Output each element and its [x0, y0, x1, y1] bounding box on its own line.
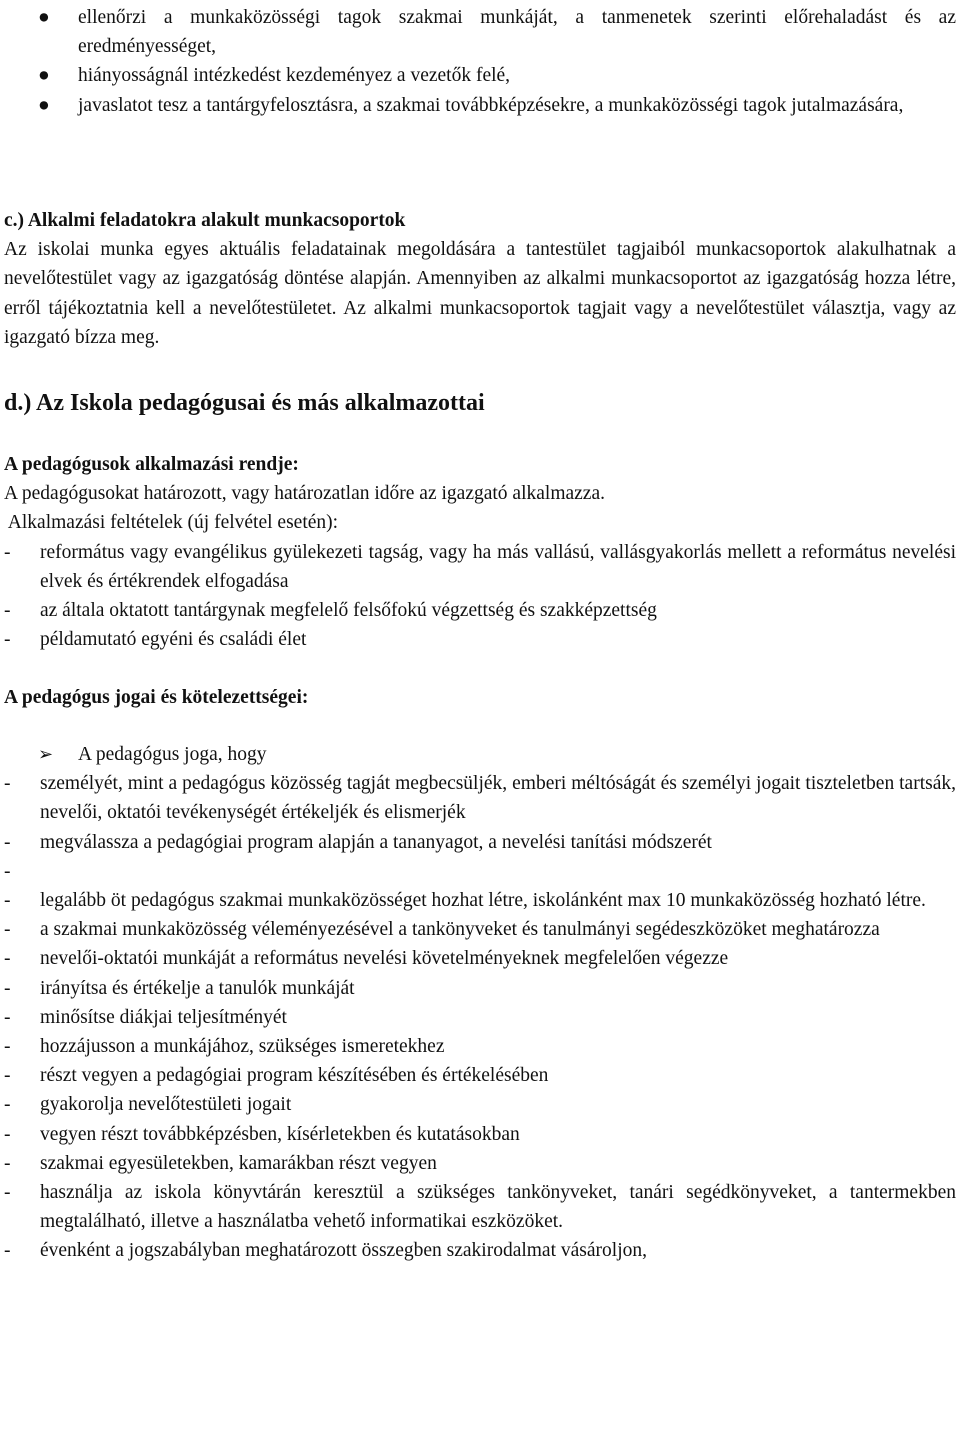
dash-icon: - [4, 919, 11, 941]
dash-icon: - [4, 948, 11, 970]
bullet-icon: ● [38, 7, 50, 28]
right-text: használja az iskola könyvtárán keresztül a szükséges tankönyveket, tanári segédkönyveket, a tantermekben megtalálható, illetve a használatba vehető informatikai eszközöket. [40, 1182, 956, 1233]
right-item [4, 944, 956, 973]
right-text: gyakorolja nevelőtestületi jogait [40, 1094, 292, 1116]
dash-icon: - [4, 1094, 11, 1116]
right-text: minősítse diákjai teljesítményét [40, 1006, 287, 1028]
bullet-item [0, 3, 960, 61]
dash-icon: - [4, 541, 11, 563]
conditions-line: Alkalmazási feltételek (új felvétel esetén): [4, 512, 339, 534]
rights-intro-item [4, 740, 956, 769]
right-item [4, 974, 956, 1003]
right-text: legalább öt pedagógus szakmai munkaközösséget hozhat létre, iskolánként max 10 munkaközösség hozható létre. [40, 890, 926, 912]
right-item [4, 1032, 956, 1061]
dash-icon: - [4, 600, 11, 622]
right-item [4, 915, 956, 944]
section-c [4, 206, 956, 352]
dash-icon: - [4, 1182, 11, 1204]
dash-icon: - [4, 1240, 11, 1262]
dash-icon: - [4, 773, 11, 795]
condition-item [4, 538, 956, 596]
dash-icon: - [4, 831, 11, 853]
right-item [4, 1090, 956, 1119]
right-item [4, 1061, 956, 1090]
right-text: évenként a jogszabályban meghatározott összegben szakirodalmat vásároljon, [40, 1240, 647, 1262]
dash-icon: - [4, 890, 11, 912]
bullet-text: ellenőrzi a munkaközösségi tagok szakmai munkáját, a tanmenetek szerinti előrehaladást és az eredményességet, [78, 7, 956, 58]
condition-item [4, 596, 956, 625]
section-c-heading: c.) Alkalmi feladatokra alakult munkacsoportok [4, 210, 406, 231]
section-d-rights [4, 740, 956, 1266]
employment-line: A pedagógusokat határozott, vagy határozatlan időre az igazgató alkalmazza. [4, 483, 605, 505]
right-item [4, 1120, 956, 1149]
dash-icon: - [4, 860, 11, 882]
bullet-text: hiányosságnál intézkedést kezdeményez a vezetők felé, [78, 65, 511, 87]
right-item [4, 1236, 956, 1265]
bullet-item [0, 91, 960, 120]
rights-intro: A pedagógus joga, hogy [78, 744, 267, 765]
section-d-heading: d.) Az Iskola pedagógusai és más alkalmazottai [4, 390, 485, 416]
section-d-rights-heading [4, 683, 956, 712]
dash-icon: - [4, 629, 11, 651]
right-text: személyét, mint a pedagógus közösség tagját megbecsüljék, emberi méltóságát és személyi jogait tiszteletben tartsák, nevelői, oktatói tevékenységét értékeljék és elismerjék [40, 773, 956, 824]
employment-subheading: A pedagógusok alkalmazási rendje: [4, 454, 299, 475]
rights-subheading: A pedagógus jogai és kötelezettségei: [4, 687, 309, 708]
right-text: nevelői-oktatói munkáját a református nevelési követelményeknek megfelelően végezze [40, 948, 729, 970]
right-text: szakmai egyesületekben, kamarákban részt vegyen [40, 1152, 437, 1174]
condition-text: az általa oktatott tantárgynak megfelelő felsőfokú végzettség és szakképzettség [40, 600, 657, 622]
right-text: hozzájusson a munkájához, szükséges ismeretekhez [40, 1036, 445, 1058]
right-item [4, 828, 956, 857]
dash-icon: - [4, 1006, 11, 1028]
dash-icon: - [4, 977, 11, 999]
right-item [4, 1003, 956, 1032]
bullet-icon: ● [38, 65, 50, 87]
dash-icon: - [4, 1123, 11, 1145]
condition-text: példamutató egyéni és családi élet [40, 629, 307, 651]
dash-icon: - [4, 1152, 11, 1174]
bullet-icon: ● [38, 94, 50, 116]
arrow-bullet-icon: ➢ [38, 744, 54, 765]
section-d-heading-block [4, 386, 956, 420]
condition-text: református vagy evangélikus gyülekezeti tagság, vagy ha más vallású, vallásgyakorlás mellett a református nevelési elvek és értékrendek elfogadása [40, 541, 956, 592]
right-item [4, 769, 956, 827]
bullet-item [0, 61, 960, 90]
section-c-text: Az iskolai munka egyes aktuális feladatainak megoldására a tantestület tagjaiból munkacsoportok alakulhatnak a nevelőtestület vagy az igazgatóság döntése alapján. Amennyiben az alkalmi munkacsoportot az igazgatóság hozza létre, erről tájékoztatnia kell a nevelőtestületet. Az alkalmi munkacsoportok tagjait vagy a nevelőtestület választja, vagy az igazgató bízza meg. [4, 239, 956, 348]
bullet-list [0, 3, 960, 120]
dash-icon: - [4, 1065, 11, 1087]
condition-item [4, 625, 956, 654]
right-item [4, 857, 956, 886]
right-text: megválassza a pedagógiai program alapján a tananyagot, a nevelési tanítási módszerét [40, 831, 712, 853]
section-d-employment [4, 450, 956, 654]
right-text: részt vegyen a pedagógiai program készítésében és értékelésében [40, 1065, 549, 1087]
right-item [4, 1178, 956, 1236]
right-text: vegyen részt továbbképzésben, kísérletekben és kutatásokban [40, 1123, 520, 1145]
right-text: a szakmai munkaközösség véleményezésével a tankönyveket és tanulmányi segédeszközöket meghatározza [40, 919, 880, 941]
dash-icon: - [4, 1036, 11, 1058]
bullet-text: javaslatot tesz a tantárgyfelosztásra, a szakmai továbbképzésekre, a munkaközösségi tagok jutalmazására, [78, 94, 904, 116]
right-text: irányítsa és értékelje a tanulók munkáját [40, 977, 355, 999]
right-item [4, 886, 956, 915]
right-item [4, 1149, 956, 1178]
